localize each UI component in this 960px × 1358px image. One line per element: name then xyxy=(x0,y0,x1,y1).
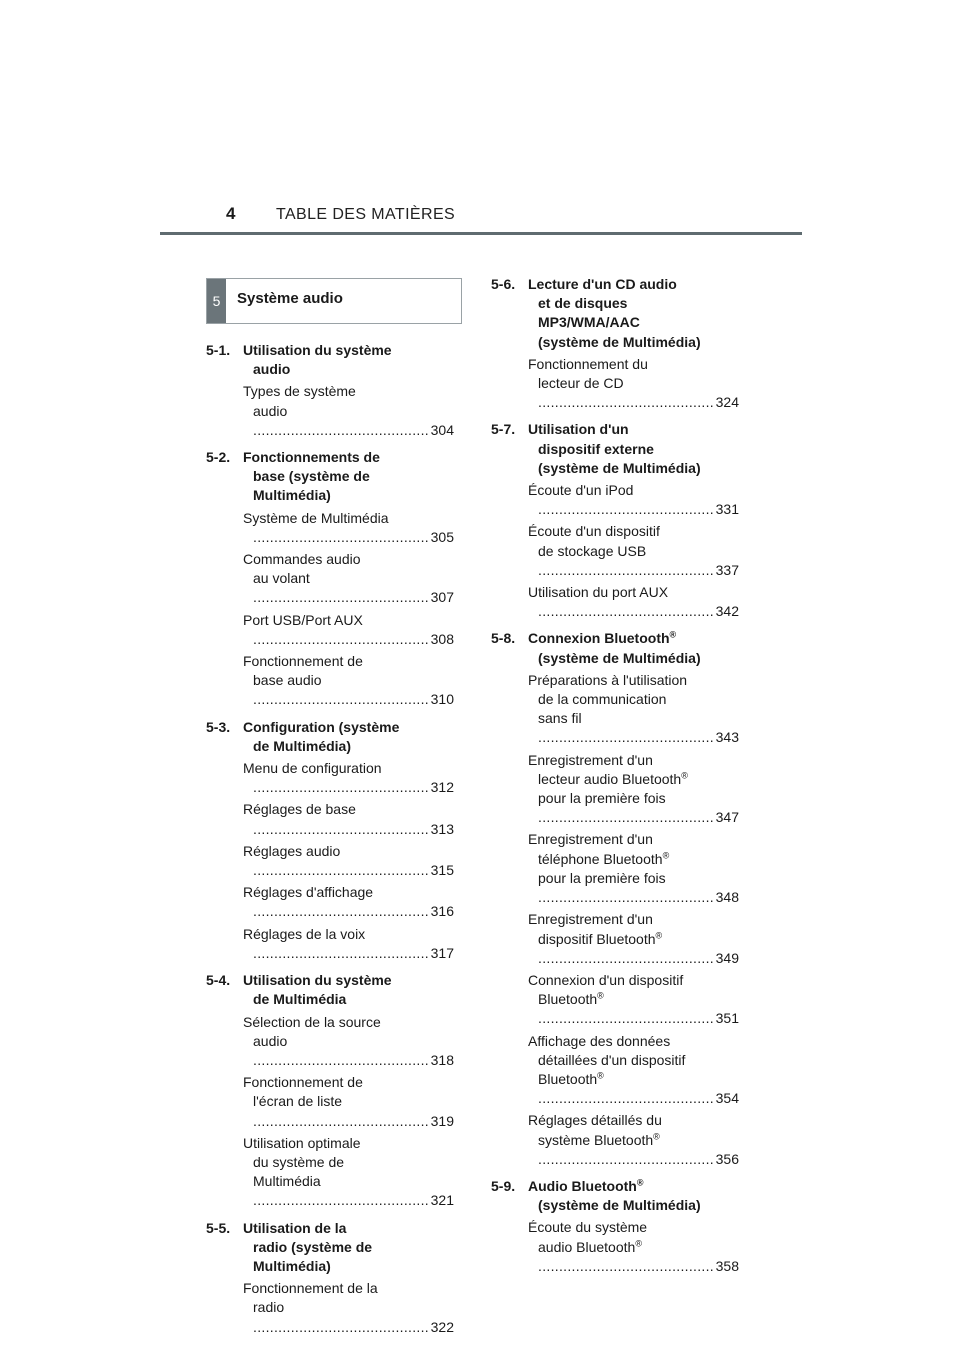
section-title: Utilisation de la radio (système de Multimédia) xyxy=(243,1219,373,1274)
registered-mark: ® xyxy=(662,850,670,861)
entry-title: Enregistrement d'un dispositif Bluetooth® ..... xyxy=(528,910,701,968)
entry-page-number: 316 xyxy=(429,902,454,921)
section-number: 5-4. xyxy=(206,972,231,989)
toc-section-heading[interactable] xyxy=(491,1177,739,1215)
section-number: 5-5. xyxy=(206,1219,231,1236)
chapter-title: Système audio xyxy=(237,290,343,307)
registered-mark: ® xyxy=(655,929,663,940)
toc-section-heading[interactable] xyxy=(206,448,454,506)
entry-title: Commandes audio au volant ..... xyxy=(243,550,416,608)
entry-title: Enregistrement d'un téléphone Bluetooth® pour la première fois ..... xyxy=(528,830,701,907)
entry-page-number: 356 xyxy=(714,1150,739,1169)
toc-entry[interactable] xyxy=(491,671,739,748)
entry-title: Fonctionnement de base audio ..... xyxy=(243,652,416,710)
toc-entry[interactable] xyxy=(206,611,454,649)
section-number: 5-7. xyxy=(491,421,516,438)
registered-mark: ® xyxy=(653,1130,660,1141)
toc-entry[interactable] xyxy=(491,522,739,580)
toc-entry[interactable] xyxy=(206,382,454,440)
toc-entry[interactable] xyxy=(491,481,739,519)
entry-page-number: 318 xyxy=(429,1051,454,1070)
entry-title: Écoute d'un iPod ..... xyxy=(528,481,701,519)
entry-page-number: 324 xyxy=(714,393,739,412)
toc-entry[interactable] xyxy=(206,1279,454,1337)
entry-page-number: 313 xyxy=(429,820,454,839)
entry-title: Préparations à l'utilisation de la communication sans fil ..... xyxy=(528,671,701,748)
entry-page-number: 305 xyxy=(429,528,454,547)
entry-title: Connexion d'un dispositif Bluetooth® ..... xyxy=(528,971,701,1029)
toc-section-heading[interactable] xyxy=(206,718,454,756)
section-title: Connexion Bluetooth® (système de Multimédia) xyxy=(528,629,701,666)
section-title: Utilisation du système de Multimédia xyxy=(243,972,392,1008)
entry-title: Types de système audio ..... xyxy=(243,382,416,440)
toc-entry[interactable] xyxy=(491,830,739,907)
entry-page-number: 310 xyxy=(429,690,454,709)
toc-entry[interactable] xyxy=(206,1013,454,1071)
page-number: 4 xyxy=(226,204,236,223)
toc-entry[interactable] xyxy=(206,652,454,710)
section-number: 5-6. xyxy=(491,276,516,292)
entry-page-number: 322 xyxy=(429,1318,454,1337)
toc-entry[interactable] xyxy=(206,550,454,608)
toc-section-heading[interactable] xyxy=(491,420,739,478)
toc-section-heading[interactable] xyxy=(491,275,739,352)
section-number: 5-8. xyxy=(491,630,516,647)
entry-title: Système de Multimédia ..... xyxy=(243,509,416,547)
entry-title: Réglages détaillés du système Bluetooth® ..... xyxy=(528,1111,701,1169)
toc-section-heading[interactable] xyxy=(491,629,739,667)
registered-mark: ® xyxy=(597,990,604,1001)
registered-mark: ® xyxy=(635,1237,642,1248)
entry-title: Réglages audio ..... xyxy=(243,842,416,880)
toc-section-heading[interactable] xyxy=(206,1219,454,1277)
toc-entry[interactable] xyxy=(491,910,739,968)
entry-title: Sélection de la source audio ..... xyxy=(243,1013,416,1071)
chapter-heading-box xyxy=(206,278,462,324)
section-number: 5-2. xyxy=(206,449,231,466)
registered-mark: ® xyxy=(597,1070,604,1081)
entry-page-number: 343 xyxy=(714,728,739,747)
toc-entry[interactable] xyxy=(491,1032,739,1109)
entry-title: Affichage des données détaillées d'un dispositif Bluetooth® ..... xyxy=(528,1032,701,1109)
entry-title: Fonctionnement de la radio ..... xyxy=(243,1279,416,1337)
entry-page-number: 304 xyxy=(429,421,454,440)
entry-page-number: 358 xyxy=(714,1257,739,1276)
section-title: Utilisation d'un dispositif externe (système de Multimédia) xyxy=(528,421,701,476)
registered-mark: ® xyxy=(681,770,688,781)
entry-title: Port USB/Port AUX ..... xyxy=(243,611,416,649)
entry-title: Réglages de la voix ..... xyxy=(243,925,416,963)
chapter-number-tab: 5 xyxy=(207,279,226,323)
toc-entry[interactable] xyxy=(491,583,739,621)
entry-title: Enregistrement d'un lecteur audio Bluetooth® pour la première fois ..... xyxy=(528,751,701,828)
entry-title: Menu de configuration ..... xyxy=(243,759,416,797)
section-number: 5-3. xyxy=(206,718,231,735)
running-header-title: TABLE DES MATIÈRES xyxy=(276,206,456,223)
toc-section-heading[interactable] xyxy=(206,971,454,1009)
toc-entry[interactable] xyxy=(491,971,739,1029)
entry-page-number: 349 xyxy=(714,949,739,968)
section-title: Fonctionnements de base (système de Multimédia) xyxy=(243,449,380,504)
entry-page-number: 331 xyxy=(714,500,739,519)
entry-page-number: 342 xyxy=(714,602,739,621)
toc-entry[interactable] xyxy=(491,1111,739,1169)
entry-title: Écoute d'un dispositif de stockage USB ..... xyxy=(528,522,701,580)
toc-right-column xyxy=(491,275,739,1276)
entry-page-number: 321 xyxy=(429,1191,454,1210)
entry-page-number: 312 xyxy=(429,778,454,797)
section-title: Audio Bluetooth® (système de Multimédia) xyxy=(528,1177,701,1214)
header-rule xyxy=(160,232,802,235)
entry-page-number: 317 xyxy=(429,944,454,963)
toc-entry[interactable] xyxy=(206,509,454,547)
entry-title: Écoute du système audio Bluetooth® ..... xyxy=(528,1218,701,1276)
entry-page-number: 307 xyxy=(429,588,454,607)
toc-entry[interactable] xyxy=(206,925,454,963)
entry-page-number: 319 xyxy=(429,1112,454,1131)
section-title: Utilisation du système audio xyxy=(243,342,392,378)
registered-mark: ® xyxy=(669,629,677,640)
toc-left-column xyxy=(206,341,454,1337)
toc-entry[interactable] xyxy=(206,759,454,797)
entry-title: Réglages de base ..... xyxy=(243,800,416,838)
toc-entry[interactable] xyxy=(206,800,454,838)
entry-page-number: 315 xyxy=(429,861,454,880)
entry-page-number: 337 xyxy=(714,561,739,580)
toc-section-heading[interactable] xyxy=(206,341,454,379)
entry-title: Utilisation du port AUX ..... xyxy=(528,583,701,621)
section-title: Configuration (système de Multimédia) xyxy=(243,718,400,754)
entry-title: Utilisation optimale du système de Multimédia ..... xyxy=(243,1134,416,1211)
registered-mark: ® xyxy=(636,1177,644,1188)
toc-entry[interactable] xyxy=(491,355,739,413)
toc-entry[interactable] xyxy=(491,751,739,828)
toc-entry[interactable] xyxy=(206,883,454,921)
entry-title: Fonctionnement de l'écran de liste ..... xyxy=(243,1073,416,1131)
section-number: 5-9. xyxy=(491,1177,516,1194)
toc-entry[interactable] xyxy=(206,1134,454,1211)
entry-title: Réglages d'affichage ..... xyxy=(243,883,416,921)
entry-page-number: 354 xyxy=(714,1089,739,1108)
entry-page-number: 348 xyxy=(714,888,739,907)
entry-page-number: 347 xyxy=(714,808,739,827)
entry-title: Fonctionnement du lecteur de CD ..... xyxy=(528,355,701,413)
toc-entry[interactable] xyxy=(491,1218,739,1276)
toc-entry[interactable] xyxy=(206,842,454,880)
section-title: Lecture d'un CD audio et de disques MP3/WMA/AAC (système de Multimédia) xyxy=(528,276,701,350)
toc-entry[interactable] xyxy=(206,1073,454,1131)
entry-page-number: 308 xyxy=(429,630,454,649)
entry-page-number: 351 xyxy=(714,1009,739,1028)
section-number: 5-1. xyxy=(206,342,231,358)
